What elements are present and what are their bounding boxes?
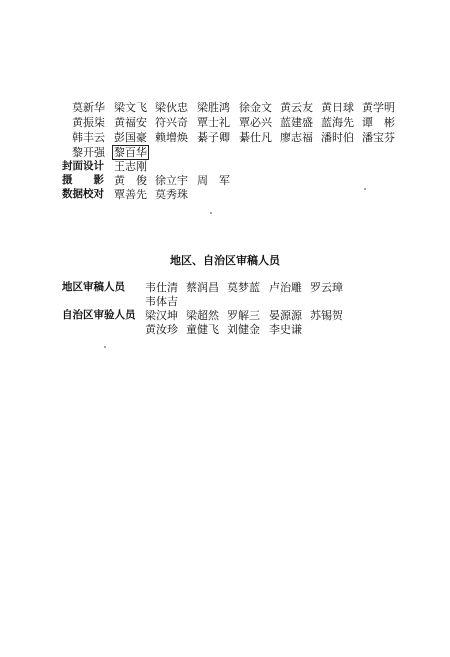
person-name: 梁汉坤 [145, 309, 178, 322]
person-name: 晏源源 [269, 309, 302, 322]
person-name: 潘时伯 [321, 131, 354, 144]
person-name: 潘宝芬 [362, 131, 395, 144]
person-name: 徐立宇 [155, 174, 188, 187]
person-name: 梁胜鸿 [197, 101, 230, 114]
person-name: 罗云璋 [310, 281, 343, 294]
person-name: 苏锡贺 [310, 309, 343, 322]
person-name: 周 军 [197, 174, 230, 187]
person-name: 蔡润昌 [186, 281, 219, 294]
scan-speck [210, 212, 212, 214]
scan-speck [364, 188, 366, 190]
person-name: 罗解三 [227, 309, 260, 322]
person-name: 蓝海先 [321, 116, 354, 129]
person-name: 符兴奇 [155, 116, 188, 129]
person-name: 刘健金 [227, 323, 260, 336]
person-name-boxed: 黎百华 [114, 146, 147, 159]
person-name: 黄振柒 [72, 116, 105, 129]
credit-label: 封面设计 [62, 160, 104, 172]
person-name: 梁超然 [186, 309, 219, 322]
person-name: 黎开强 [72, 146, 105, 159]
credit-label: 数据校对 [62, 188, 104, 200]
person-name: 黄学明 [362, 101, 395, 114]
scan-speck [104, 346, 106, 348]
person-name: 莫秀珠 [155, 188, 188, 201]
person-name: 覃士礼 [197, 116, 230, 129]
person-name: 覃必兴 [239, 116, 272, 129]
person-name: 覃善先 [114, 188, 147, 201]
person-name: 彭国豪 [114, 131, 147, 144]
person-name: 莫梦蓝 [227, 281, 260, 294]
person-name: 卢治雕 [269, 281, 302, 294]
person-name: 韦仕清 [145, 281, 178, 294]
person-name: 徐金文 [239, 101, 272, 114]
person-name: 梁伙忠 [155, 101, 188, 114]
section-title: 地区、自治区审稿人员 [170, 254, 280, 267]
person-name: 綦仕凡 [239, 131, 272, 144]
person-name: 蓝建盛 [280, 116, 313, 129]
person-name: 韦体吉 [145, 295, 178, 308]
person-name: 梁文飞 [114, 101, 147, 114]
reviewer-label: 地区审稿人员 [62, 281, 125, 293]
person-name: 韩丰云 [72, 131, 105, 144]
credit-label: 摄 影 [62, 174, 104, 186]
reviewer-label: 自治区审验人员 [62, 309, 136, 321]
person-name: 黄福安 [114, 116, 147, 129]
person-name: 黄 俊 [114, 174, 147, 187]
person-name: 莫新华 [72, 101, 105, 114]
person-name: 谭 彬 [362, 116, 395, 129]
person-name: 綦子卿 [197, 131, 230, 144]
person-name: 李史谦 [269, 323, 302, 336]
person-name: 黄汝珍 [145, 323, 178, 336]
person-name: 童健飞 [186, 323, 219, 336]
person-name: 廖志福 [280, 131, 313, 144]
person-name: 王志刚 [114, 160, 147, 173]
person-name: 黄日球 [321, 101, 354, 114]
person-name: 黄云友 [280, 101, 313, 114]
person-name: 赖增焕 [155, 131, 188, 144]
